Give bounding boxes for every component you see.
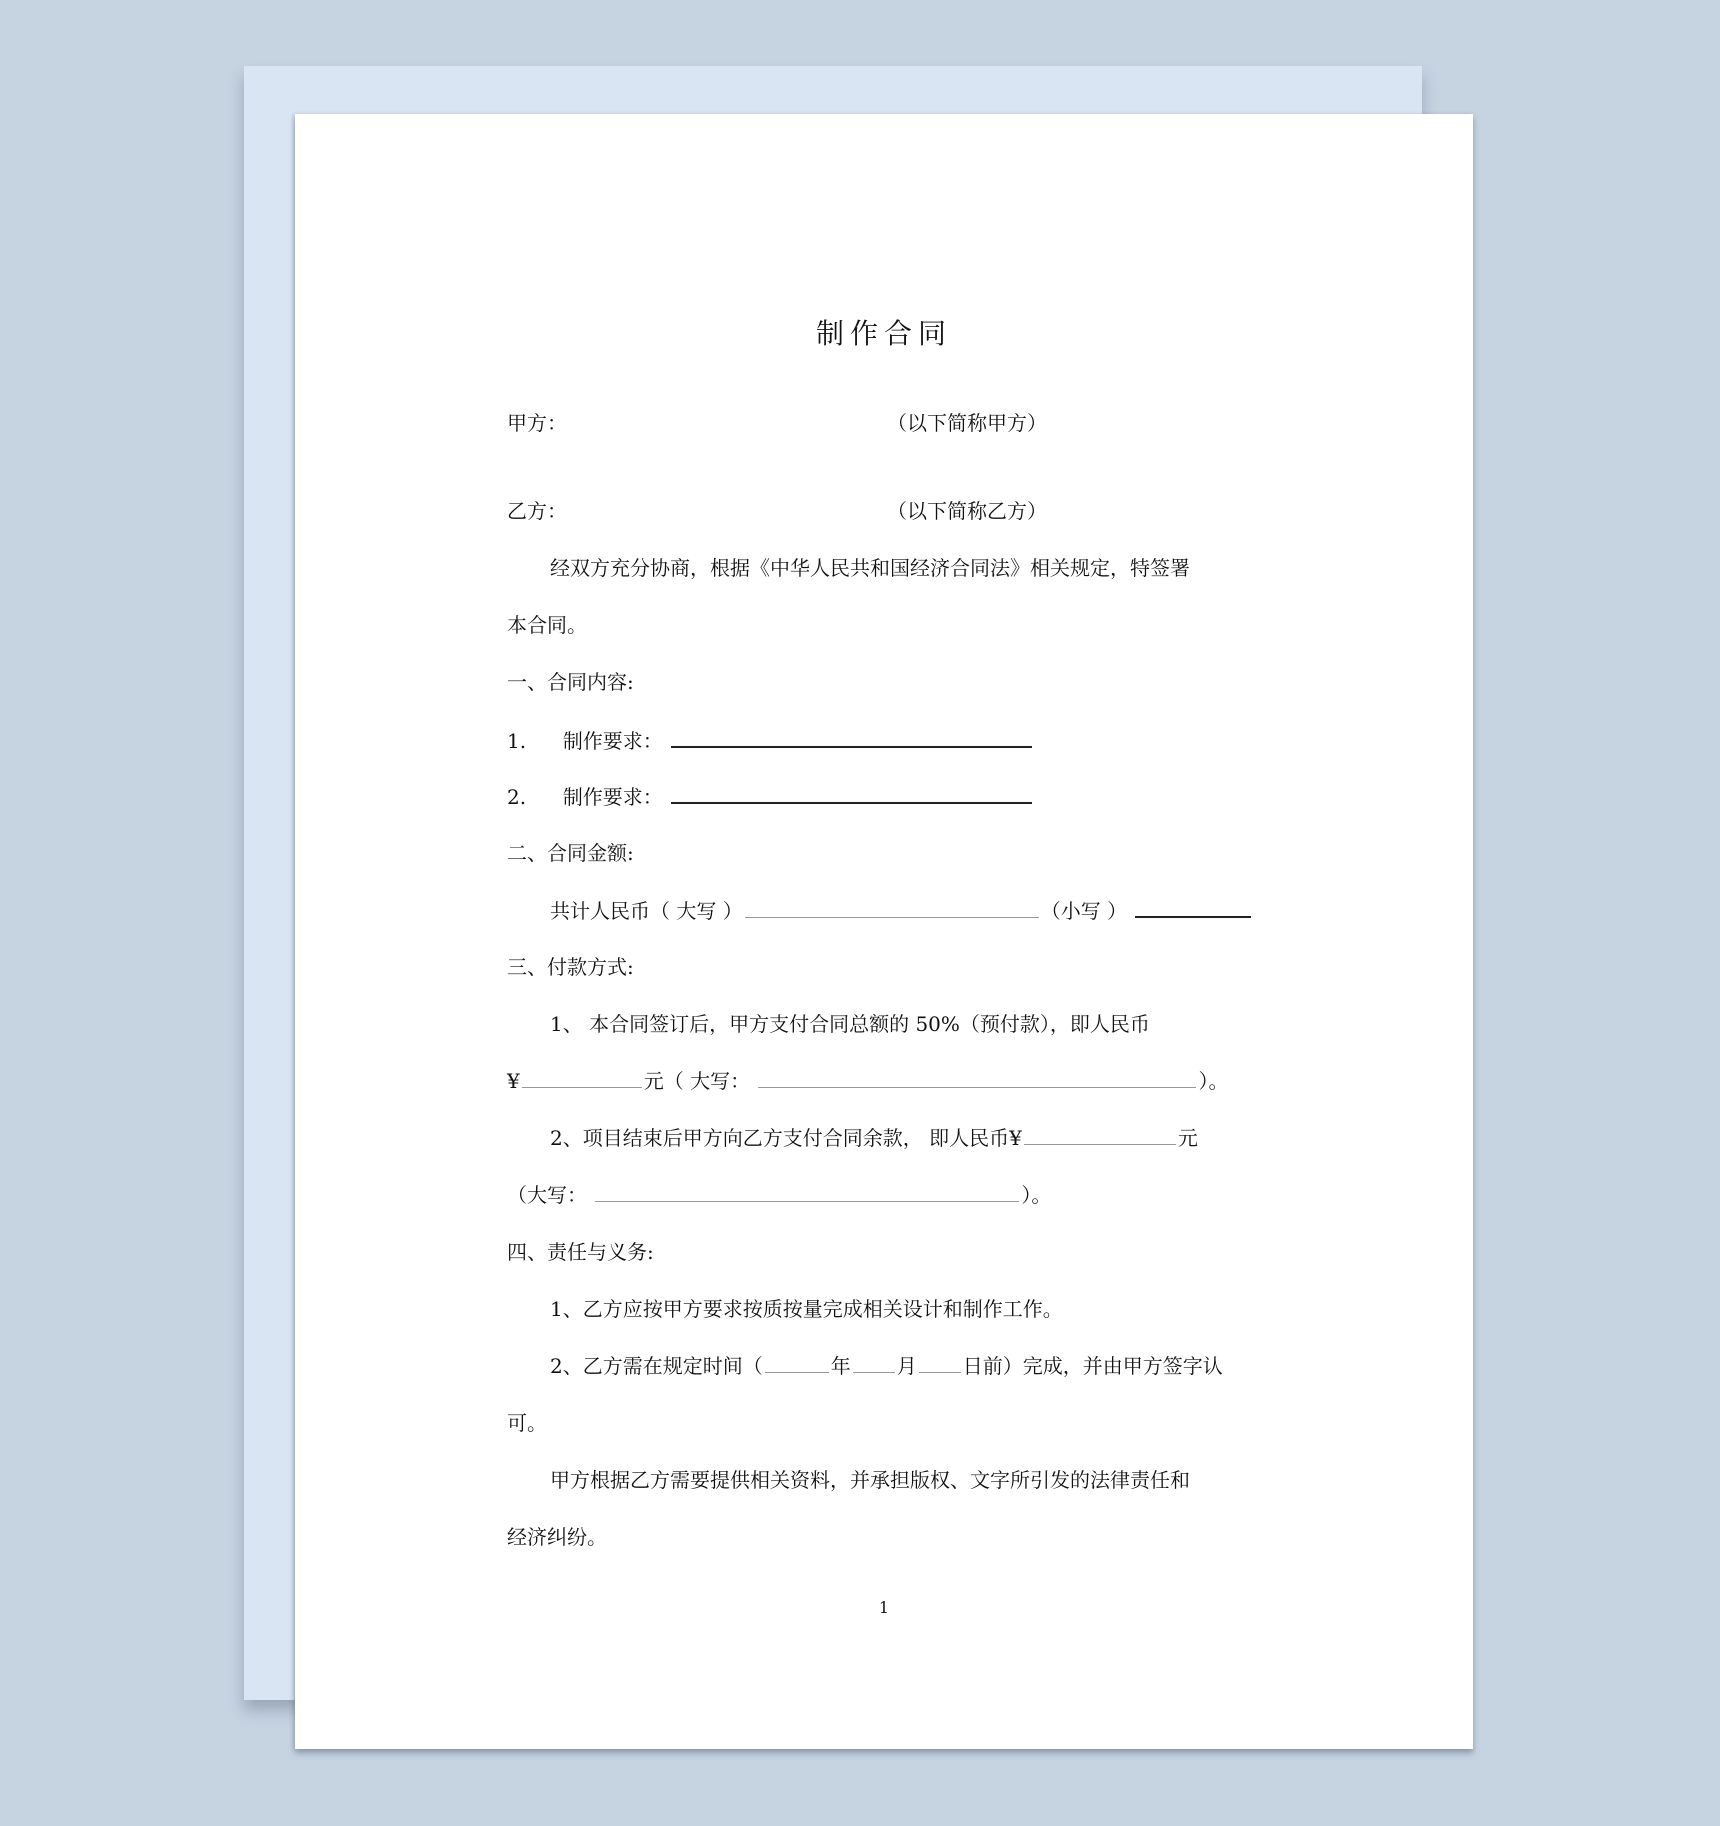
- yuan-symbol: ¥: [507, 1069, 520, 1093]
- day-blank[interactable]: [919, 1354, 961, 1373]
- amount-uppercase-blank[interactable]: [745, 899, 1039, 918]
- requirement-2-blank[interactable]: [671, 784, 1032, 804]
- amount-lowercase-blank[interactable]: [1135, 898, 1251, 918]
- section-2-heading: 二、合同金额:: [507, 841, 634, 865]
- payment-2-uppercase-label: （大写：: [507, 1183, 587, 1207]
- year-label: 年: [830, 1354, 851, 1378]
- month-blank[interactable]: [853, 1354, 895, 1373]
- payment-1-uppercase-label: 元（ 大写：: [643, 1069, 751, 1093]
- year-blank[interactable]: [765, 1354, 829, 1373]
- requirement-1-blank[interactable]: [671, 728, 1032, 748]
- requirement-item-1: [507, 728, 1034, 752]
- section-1-heading: 一、合同内容:: [507, 670, 634, 694]
- payment-2-text: 2、项目结束后甲方向乙方支付合同余款， 即人民币¥: [550, 1126, 1022, 1150]
- party-a-row: [507, 411, 1047, 435]
- intro-line-2: 本合同。: [507, 613, 587, 637]
- party-a-label: 甲方：: [507, 411, 567, 435]
- party-b-note: （以下简称乙方）: [887, 499, 1047, 523]
- requirement-number: 1.: [507, 729, 527, 753]
- payment-1-uppercase-blank[interactable]: [758, 1069, 1196, 1088]
- party-b-label: 乙方：: [507, 499, 567, 523]
- payment-1-close: ）。: [1198, 1069, 1229, 1093]
- section-4-heading: 四、责任与义务:: [507, 1240, 654, 1264]
- requirement-number: 2.: [507, 785, 527, 809]
- requirement-label: 制作要求：: [562, 729, 663, 753]
- amount-lowercase-label: （小写 ）: [1040, 899, 1128, 923]
- payment-2-uppercase-blank[interactable]: [595, 1183, 1019, 1202]
- party-a-duty-line-2: 经济纠纷。: [507, 1525, 607, 1549]
- amount-row: [550, 898, 1253, 922]
- amount-uppercase-label: 共计人民币（ 大写 ）: [550, 899, 743, 923]
- day-label: 日前）完成，并由甲方签字认: [962, 1354, 1223, 1378]
- document-title: 制作合同: [815, 317, 952, 350]
- party-b-row: [507, 499, 1047, 523]
- payment-2-yuan: 元: [1177, 1126, 1198, 1150]
- payment-1-line-1: 1、 本合同签订后，甲方支付合同总额的 50%（预付款），即人民币: [550, 1012, 1150, 1036]
- duty-item-2-cont: 可。: [507, 1411, 547, 1435]
- duty-2-text: 2、乙方需在规定时间（: [550, 1354, 763, 1378]
- month-label: 月: [896, 1354, 917, 1378]
- document-page: [295, 114, 1473, 1749]
- page-number: 1: [878, 1598, 890, 1617]
- duty-item-2: [550, 1354, 1223, 1378]
- intro-line-1: 经双方充分协商，根据《中华人民共和国经济合同法》相关规定，特签署: [550, 556, 1190, 580]
- payment-2-line-2: [507, 1183, 1051, 1207]
- party-a-note: （以下简称甲方）: [887, 411, 1047, 435]
- section-3-heading: 三、付款方式:: [507, 955, 634, 979]
- requirement-item-2: [507, 784, 1034, 808]
- duty-item-1: 1、乙方应按甲方要求按质按量完成相关设计和制作工作。: [550, 1297, 1063, 1321]
- payment-2-line-1: [550, 1126, 1198, 1150]
- payment-1-line-2: [507, 1069, 1228, 1093]
- payment-2-amount-blank[interactable]: [1024, 1126, 1176, 1145]
- payment-1-amount-blank[interactable]: [522, 1069, 642, 1088]
- payment-2-close: ）。: [1021, 1183, 1052, 1207]
- requirement-label: 制作要求：: [562, 785, 663, 809]
- party-a-duty-line-1: 甲方根据乙方需要提供相关资料，并承担版权、文字所引发的法律责任和: [550, 1468, 1190, 1492]
